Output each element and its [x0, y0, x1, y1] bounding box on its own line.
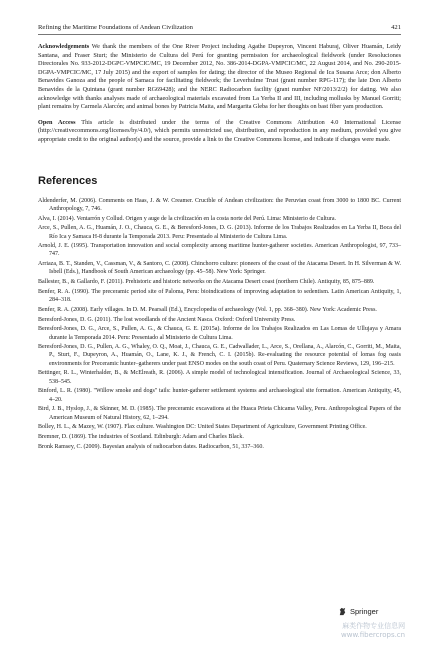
- reference-item: Ballester, B., & Gallardo, F. (2011). Prehistoric and historic networks on the Atacama Desert coast (northern Chile). Antiquity, 85, 875–889.: [38, 279, 375, 286]
- reference-item: Benfer, R. A. (2008). Early villages. In D. M. Pearsall (Ed.), Encyclopedia of archaeology (Vol. 1, pp. 368–380). New York: Academic Press.: [38, 306, 377, 313]
- reference-item: Arnold, J. E. (1995). Transportation innovation and social complexity among maritime hunter-gatherer societies. American Anthropologist, 97, 733–747.: [38, 243, 401, 258]
- reference-item: Alva, I. (2014). Ventarrón y Collud. Origen y auge de la civilización en la costa norte del Perú. Lima: Ministerio de Cultura.: [38, 215, 336, 222]
- page: [38, 24, 401, 452]
- reference-item: Arriaza, B. T., Standen, V., Cassman, V., & Santoro, C. (2008). Chinchorro culture: pioneers of the coast of the Atacama Desert. In H. Silverman & W. Isbell (Eds.), Handbook of South American archaeology (pp. 45–58). New York: Springer.: [38, 261, 401, 276]
- reference-list: [38, 197, 401, 452]
- publisher-logo: [338, 607, 378, 616]
- reference-item: Bolley, H. L., & Mazey, W. (1907). Flax culture. Washington DC: United States Department of Agriculture, Government Printing Office.: [38, 424, 367, 431]
- reference-item: Bremner, D. (1869). The industries of Scotland. Edinburgh: Adam and Charles Black.: [38, 434, 244, 441]
- open-access-notice: [38, 119, 401, 145]
- running-head: [38, 24, 401, 35]
- reference-item: Beresford-Jones, D. G. (2011). The lost woodlands of the Ancient Nasca. Oxford: Oxford University Press.: [38, 316, 296, 323]
- reference-item: Bird, J. B., Hyslop, J., & Skinner, M. D. (1985). The preceramic excavations at the Huaca Prieta Chicama Valley, Peru. Anthropological Papers of the American Museum of Natural History, 62, 1–294.: [38, 406, 401, 421]
- watermark-line-2: www.fibercrops.cn: [341, 631, 406, 639]
- reference-item: Arce, S., Pullen, A. G., Huamán, J. O., Chauca, G. E., & Beresford-Jones, D. G. (2013). Informe de los Trabajos Realizados en La Yerba II, Boca del Río Ica y Samaca H-8 durante la Temporada 2013. Peru: Presentado al Ministerio de Cultura Lima.: [38, 225, 401, 240]
- running-title: Refining the Maritime Foundations of Andean Civilization: [38, 24, 193, 31]
- publisher-name: Springer: [350, 607, 379, 616]
- reference-item: Binford, L. R. (1980). "Willow smoke and dogs" tails: hunter-gatherer settlement systems and archaeological site formation. American Antiquity, 45, 4–20.: [38, 388, 401, 403]
- reference-item: Bettinger, R. L., Winterhalder, B., & McElreath, R. (2006). A simple model of technological intensification. Journal of Archaeological Science, 33, 538–545.: [38, 370, 401, 385]
- reference-item: Beresford-Jones, D. G., Arce, S., Pullen, A. G., & Chauca, G. E. (2015a). Informe de los Trabajos Realizados en Las Lomas de Ullujaya y Amara durante la Temporada 2014. Peru: Presentado al Ministerio de Cultura Lima.: [38, 326, 401, 341]
- page-number: 421: [391, 24, 401, 31]
- watermark-line-1: 麻类作物专业信息网: [342, 622, 406, 630]
- springer-horse-icon: [338, 607, 347, 616]
- references-heading: References: [38, 174, 98, 187]
- acknowledgements-text: We thank the members of the One River Project including Agathe Dupeyron, Vincent Haburaj, Oliver Huamán, Leidy Santana, and Fraser Sturt; the Ministerio de Cultura del Perú for granting permission for archaeological fieldwork (under Resoluciones Directorales No. 933-2012-DGPC-VMPCIC/MC, 19 December 2012, No. 386-2014-DGPA-VMPCIC/MC, 22 August 2014, and No. 290-2015-DGPA-VMPCIC/MC, 17 July 2015) and the export of samples for dating; the director of the Museo Regional de Ica Susana Arce; don Alberto Benavides Ganoza and the people of Samaca for facilitating fieldwork; the Leverhulme Trust (grant number RPG-117); the late Don Alberto Benavides de la Quintana (grant number RG69428); and the NERC Radiocarbon facility (grant number NF/2013/2/2) for dating. We also acknowledge with thanks analyses made of archaeological materials excavated from La Yerba II and III, including mollusks by Manuel Gorriti; plant remains by Carmela Alarcón; and animal bones by Patricia Maita, and Margarita Gleba for her thoughts on bast fiber yam production.: [38, 43, 402, 111]
- reference-item: Aldenderfer, M. (2006). Comments on Haas, J. & W. Creamer. Crucible of Andean civilization: the Peruvian coast from 3000 to 1800 BC. Current Anthropology, 7, 746.: [38, 197, 401, 212]
- reference-item: Beresford-Jones, D. G., Pullen, A. G., Whaley, O. Q., Moat, J., Chauca, G. E., Cadwallader, L., Arce, S., Orellana, A., Alarcón, C., Gorriti, M., Maita, P., Sturt, F., Dupeyron, A., Huamán, O., Lane, K. J., & French, C. I. (2015b). Re-evaluating the resource potential of lomas fog oasis environments for Preceramic hunter–gatherers under past ENSO modes on the south coast of Peru. Quaternary Science Reviews, 129, 196–215.: [38, 344, 401, 367]
- open-access-text: This article is distributed under the terms of the Creative Commons Attribution 4.0 International License (http://creativecommons.org/licenses/by/4.0/), which permits unrestricted use, distribution, and reproduction in any medium, provided you give appropriate credit to the original author(s) and the source, provide a link to the Creative Commons license, and indicate if changes were made.: [38, 118, 401, 143]
- watermark: [341, 622, 405, 640]
- reference-item: Bronk Ramsey, C. (2009). Bayesian analysis of radiocarbon dates. Radiocarbon, 51, 337–360.: [38, 443, 264, 450]
- open-access-label: Open Access: [38, 118, 76, 126]
- acknowledgements: [38, 43, 401, 112]
- acknowledgements-label: Acknowledgements: [38, 43, 90, 50]
- reference-item: Benfer, R. A. (1990). The preceramic period site of Paloma, Peru: bioindications of improving adaptation to sedentism. Latin American Antiquity, 1, 284–318.: [38, 288, 401, 304]
